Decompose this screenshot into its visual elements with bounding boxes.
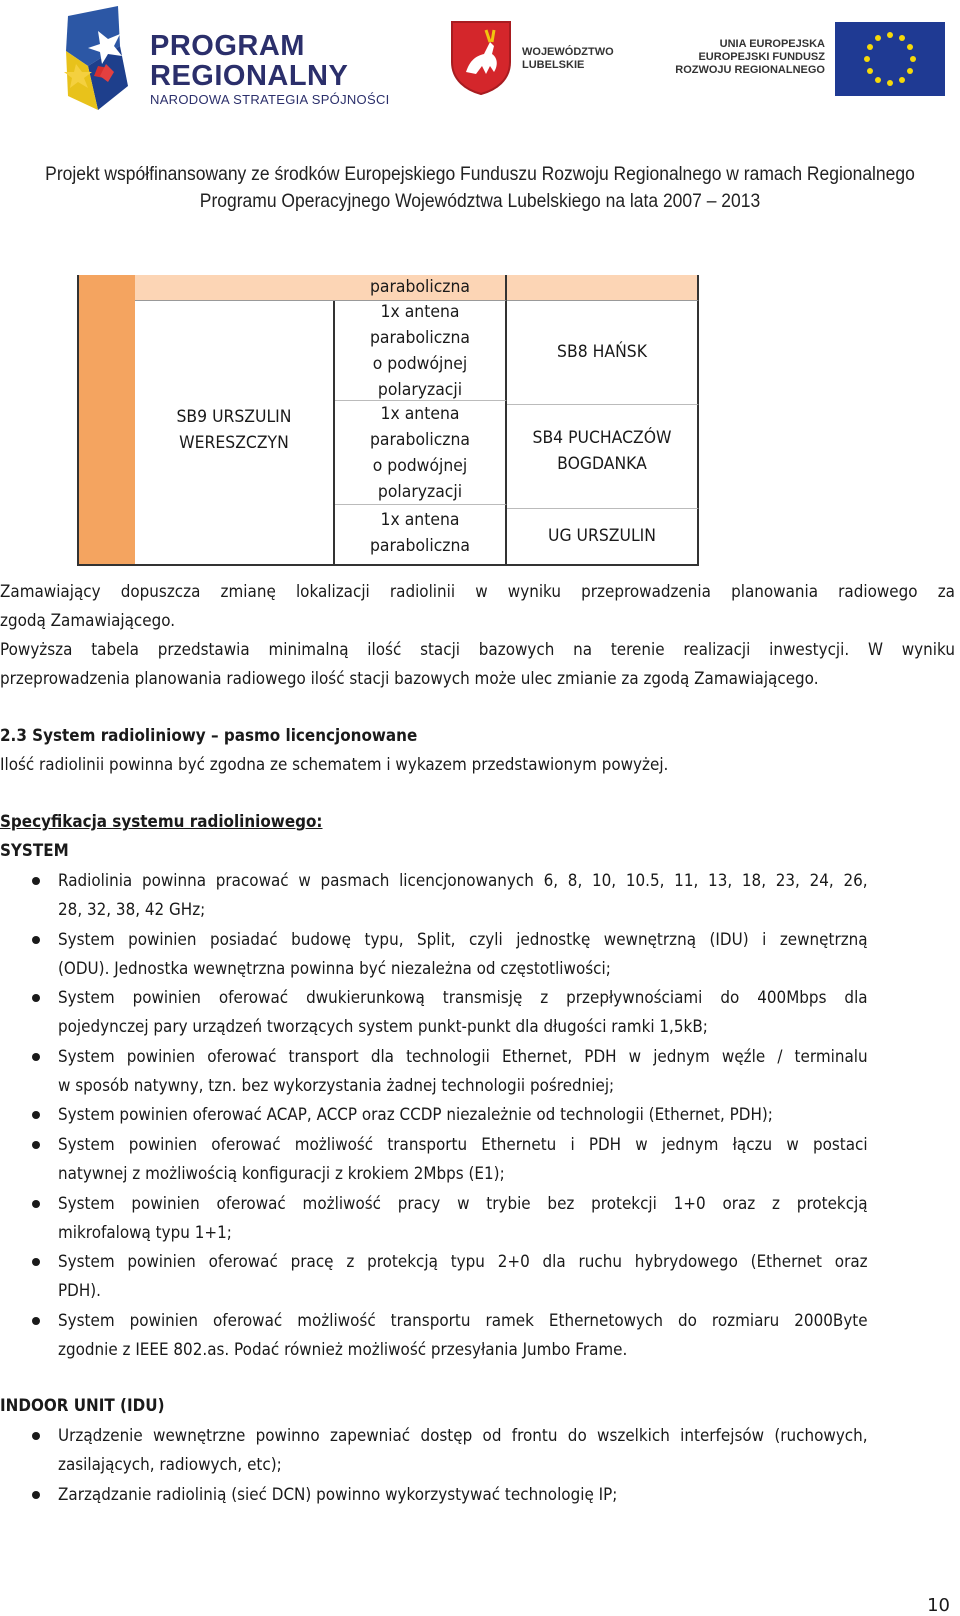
system-bullet-9 [32,1317,40,1325]
eu-flag-icon [835,22,945,96]
table-col4-header [507,275,699,301]
table-antenna-text-4: 1x antena paraboliczna [369,510,471,556]
system-item-8-line-2: PDH). [58,1281,102,1301]
program-title-line1: PROGRAM [150,30,305,62]
table-station-name: SB9 URSZULIN WERESZCZYN [176,407,292,453]
system-bullet-8 [32,1258,40,1266]
page-number: 10 [927,1595,950,1616]
system-bullet-2 [32,936,40,944]
table-col3-cell-2 [335,301,507,401]
eu-fund-name: UNIA EUROPEJSKA EUROPEJSKI FUNDUSZ ROZWOJU REGIONALNEGO [675,38,825,76]
system-item-4-line-2: w sposób natywny, tzn. bez wykorzystania żadnej technologii pośredniej; [58,1075,615,1095]
idu-bullet-1 [32,1432,40,1440]
table-antenna-text-2: 1x antena paraboliczna o podwójnej polaryzacji [369,302,471,400]
system-item-4-line-1: System powinien oferować transport dla technologii Ethernet, PDH w jednym węźle / terminalu [58,1046,868,1066]
idu-heading: INDOOR UNIT (IDU) [0,1396,165,1415]
lubelskie-shield-icon [450,20,512,96]
table-col3-cell-4 [335,505,507,566]
table-antenna-text-1: paraboliczna [369,277,471,297]
table-col2-cell [135,301,335,566]
system-item-9-line-2: zgodnie z IEEE 802.as. Podać również możliwość przesyłania Jumbo Frame. [58,1339,628,1359]
base-station-table [77,275,699,566]
voivodeship-name: WOJEWÓDZTWO LUBELSKIE [522,46,614,71]
system-item-5-line-1: System powinien oferować ACAP, ACCP oraz CCDP niezależnie od technologii (Ethernet, PDH); [58,1105,773,1125]
system-item-6-line-2: natywnej z możliwością konfiguracji z krokiem 2Mbps (E1); [58,1164,505,1183]
table-col3-cell-1 [335,275,507,301]
idu-item-2-line-1: Zarządzanie radiolinią (sieć DCN) powinno wykorzystywać technologię IP; [58,1484,618,1504]
system-bullet-4 [32,1053,40,1061]
table-col2-header [135,275,335,301]
program-subtitle: NARODOWA STRATEGIA SPÓJNOŚCI [150,92,390,107]
idu-item-1-line-2: zasilających, radiowych, etc); [58,1455,282,1474]
spec-heading: Specyfikacja systemu radioliniowego: [0,812,323,831]
system-heading: SYSTEM [0,841,69,860]
table-col4-cell-2 [507,405,699,509]
table-col4-cell-1 [507,301,699,405]
idu-item-1-line-1: Urządzenie wewnętrzne powinno zapewniać dostęp od frontu do wszelkich interfejsów (ruchowych, [58,1426,868,1445]
table-target-text-3: UG URSZULIN [548,526,656,546]
system-item-3-line-2: pojedynczej pary urządzeń tworzących system punkt-punkt dla długości ramki 1,5kB; [58,1017,708,1037]
table-col3-cell-3 [335,401,507,505]
table-col1-cell [77,275,135,566]
system-item-3-line-1: System powinien oferować dwukierunkową transmisję z przepływnościami do 400Mbps dla [58,988,868,1008]
table-col4-cell-3 [507,509,699,566]
system-bullet-3 [32,994,40,1002]
system-item-2-line-1: System powinien posiadać budowę typu, Split, czyli jednostkę wewnętrzną (IDU) i zewnętrzną [58,929,868,949]
section-text: Ilość radiolinii powinna być zgodna ze schematem i wykazem przedstawionym powyżej. [0,755,669,774]
paragraph-1-line-2: zgodą Zamawiającego. [0,611,176,630]
program-regionalny-flag-icon [58,6,150,112]
system-item-6-line-1: System powinien oferować możliwość transportu Ethernetu i PDH w jednym łączu w postaci [58,1135,868,1154]
table-target-text-1: SB8 HAŃSK [557,342,647,362]
system-bullet-6 [32,1141,40,1149]
system-item-1-line-2: 28, 32, 38, 42 GHz; [58,900,206,919]
system-item-8-line-1: System powinien oferować pracę z protekcją typu 2+0 dla ruchu hybrydowego (Ethernet oraz [58,1252,868,1272]
system-item-2-line-2: (ODU). Jednostka wewnętrzna powinna być niezależna od częstotliwości; [58,958,611,978]
system-bullet-5 [32,1111,40,1119]
cofinancing-line-1: Projekt współfinansowany ze środków Europejskiego Funduszu Rozwoju Regionalnego w ramach Regionalnego [45,164,915,185]
table-target-text-2: SB4 PUCHACZÓW BOGDANKA [532,428,672,474]
system-item-1-line-1: Radiolinia powinna pracować w pasmach licencjonowanych 6, 8, 10, 10.5, 11, 13, 18, 23, 24, 26, [58,871,868,890]
paragraph-2-line-2: przeprowadzenia planowania radiowego ilość stacji bazowych może ulec zmianie za zgodą Zamawiającego. [0,669,819,688]
cofinancing-line-2: Programu Operacyjnego Województwa Lubelskiego na lata 2007 – 2013 [199,191,761,212]
paragraph-2-line-1: Powyższa tabela przedstawia minimalną ilość stacji bazowych na terenie realizacji inwestycji. W wyniku [0,640,955,659]
table-antenna-text-3: 1x antena paraboliczna o podwójnej polaryzacji [369,404,471,502]
paragraph-1-line-1: Zamawiający dopuszcza zmianę lokalizacji radiolinii w wyniku przeprowadzenia planowania radiowego za [0,582,955,601]
system-item-7-line-2: mikrofalową typu 1+1; [58,1222,232,1242]
system-item-7-line-1: System powinien oferować możliwość pracy w trybie bez protekcji 1+0 oraz z protekcją [58,1193,868,1213]
section-heading: 2.3 System radioliniowy – pasmo licencjonowane [0,726,418,745]
wojewodztwo-lubelskie-logo [450,20,640,100]
idu-bullet-2 [32,1491,40,1499]
program-title-line2: REGIONALNY [150,60,349,92]
eu-logo [675,22,955,98]
system-bullet-7 [32,1200,40,1208]
program-regionalny-logo [58,6,398,112]
system-bullet-1 [32,877,40,885]
system-item-9-line-1: System powinien oferować możliwość transportu ramek Ethernetowych do rozmiaru 2000Byte [58,1310,868,1330]
